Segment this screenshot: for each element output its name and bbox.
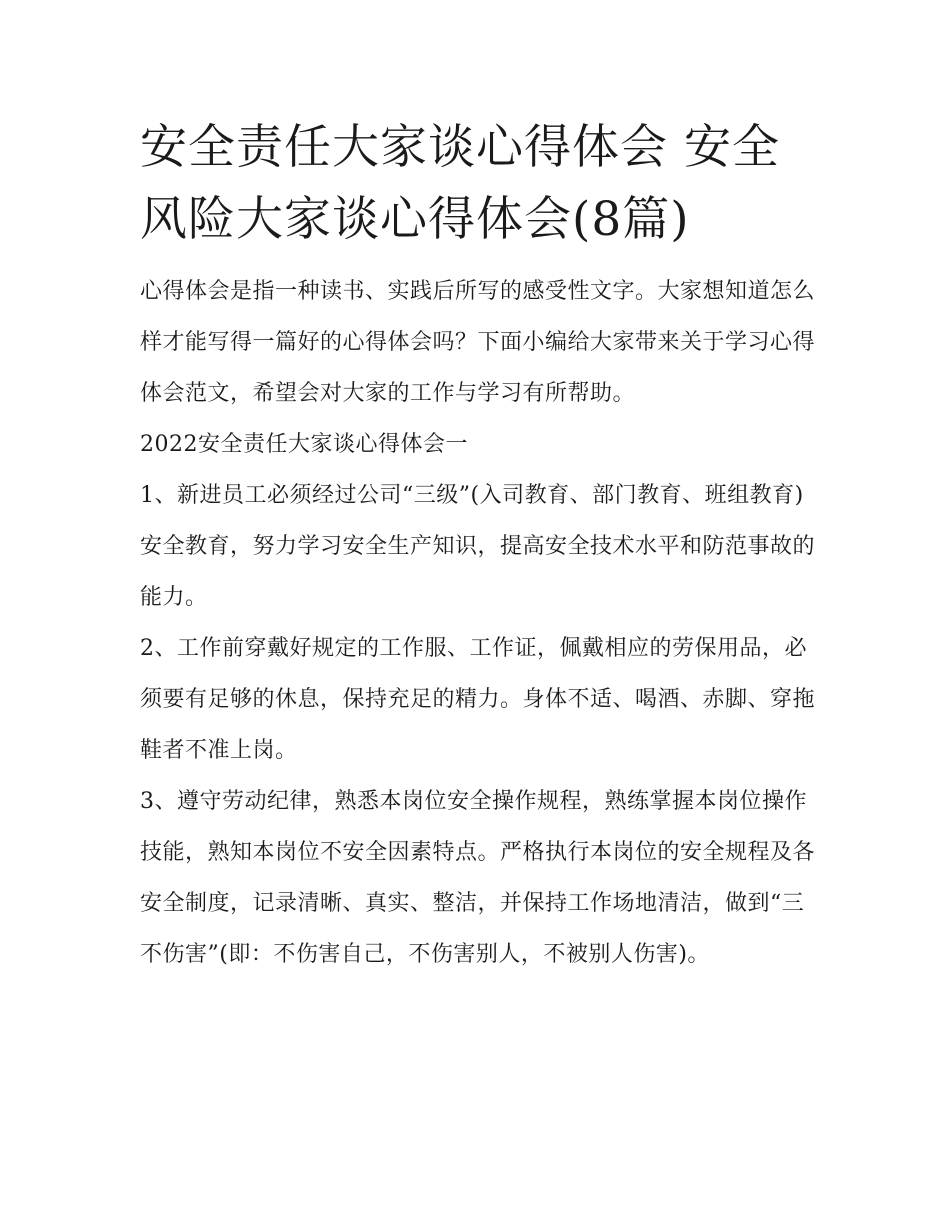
rule-paragraph-1: 1、新进员工必须经过公司“三级”(入司教育、部门教育、班组教育)安全教育，努力学习安全生产知识，提高安全技术水平和防范事故的能力。 xyxy=(140,483,816,610)
intro-paragraph: 心得体会是指一种读书、实践后所写的感受性文字。大家想知道怎么样才能写得一篇好的心得体会吗？下面小编给大家带来关于学习心得体会范文，希望会对大家的工作与学习有所帮助。 xyxy=(140,279,816,406)
rule-paragraph-3: 3、遵守劳动纪律，熟悉本岗位安全操作规程，熟练掌握本岗位操作技能，熟知本岗位不安全因素特点。严格执行本岗位的安全规程及各安全制度，记录清晰、真实、整洁，并保持工作场地清洁，做到“三不伤害”(即：不伤害自己，不伤害别人，不被别人伤害)。 xyxy=(140,789,816,967)
document-page xyxy=(140,112,820,980)
section-heading: 2022安全责任大家谈心得体会一 xyxy=(140,432,468,457)
rule-paragraph-2: 2、工作前穿戴好规定的工作服、工作证，佩戴相应的劳保用品，必须要有足够的休息，保持充足的精力。身体不适、喝酒、赤脚、穿拖鞋者不准上岗。 xyxy=(140,636,816,763)
document-title: 安全责任大家谈心得体会 安全风险大家谈心得体会(8篇) xyxy=(140,120,780,247)
